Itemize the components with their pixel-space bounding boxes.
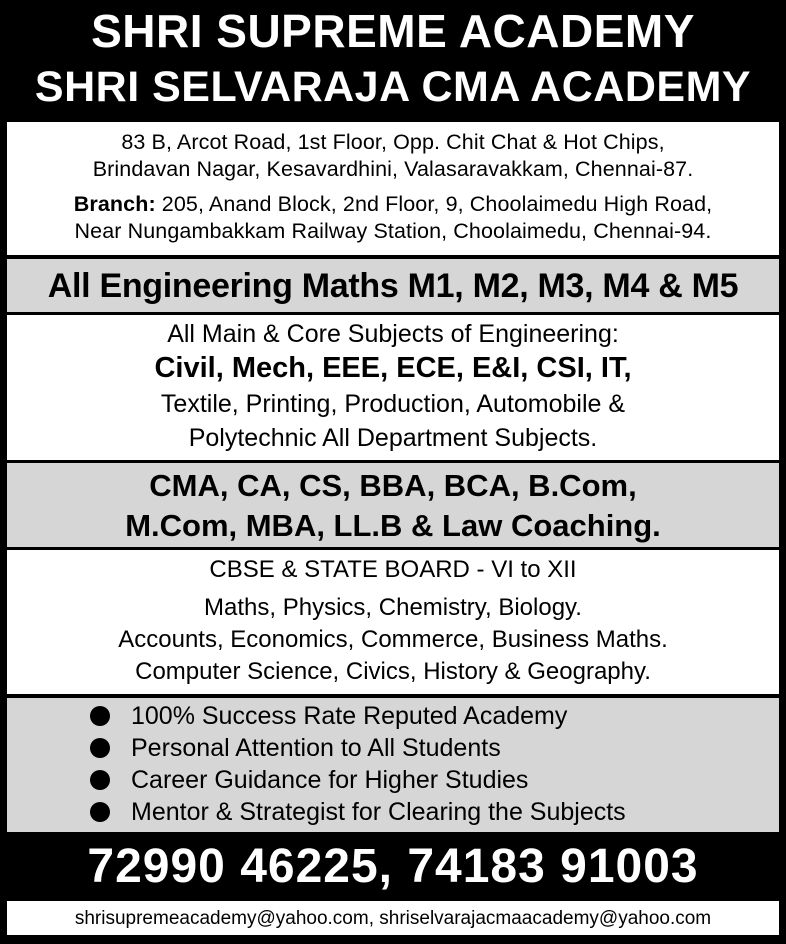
address-main-line-1: 83 B, Arcot Road, 1st Floor, Opp. Chit Chat & Hot Chips, xyxy=(121,130,665,154)
engineering-line-3: Textile, Printing, Production, Automobile & xyxy=(160,390,626,418)
feature-item: Personal Attention to All Students xyxy=(7,732,779,764)
bullet-icon xyxy=(90,802,110,822)
bullet-icon xyxy=(90,738,110,758)
academy-name-2: SHRI SELVARAJA CMA ACADEMY xyxy=(34,63,752,111)
maths-banner: All Engineering Maths M1, M2, M3, M4 & M5 xyxy=(6,258,780,313)
phone-numbers: 72990 46225, 74183 91003 xyxy=(87,840,699,893)
school-line-1: Maths, Physics, Chemistry, Biology. xyxy=(204,594,582,621)
address-main-line-2: Brindavan Nagar, Kesavardhini, Valasaravakkam, Chennai-87. xyxy=(92,157,694,181)
school-line-2: Accounts, Economics, Commerce, Business Maths. xyxy=(118,626,668,653)
branch-text: 205, Anand Block, 2nd Floor, 9, Choolaimedu High Road, xyxy=(155,192,713,216)
branch-label: Branch: xyxy=(73,192,156,216)
address-panel xyxy=(6,121,780,256)
commerce-line-2: M.Com, MBA, LL.B & Law Coaching. xyxy=(125,508,661,543)
commerce-panel xyxy=(6,462,780,548)
school-line-3: Computer Science, Civics, History & Geography. xyxy=(135,658,651,685)
engineering-panel xyxy=(6,314,780,461)
address-branch-line-2: Near Nungambakkam Railway Station, Choolaimedu, Chennai-94. xyxy=(74,219,712,243)
feature-item: 100% Success Rate Reputed Academy xyxy=(7,700,779,732)
commerce-line-1: CMA, CA, CS, BBA, BCA, B.Com, xyxy=(149,468,637,503)
feature-item: Career Guidance for Higher Studies xyxy=(7,764,779,796)
engineering-line-4: Polytechnic All Department Subjects. xyxy=(188,424,598,452)
bullet-icon xyxy=(90,770,110,790)
school-panel xyxy=(6,549,780,695)
email-addresses: shrisupremeacademy@yahoo.com, shriselvarajacmaacademy@yahoo.com xyxy=(6,900,780,936)
academy-name-1: SHRI SUPREME ACADEMY xyxy=(91,5,695,57)
engineering-heading: All Main & Core Subjects of Engineering: xyxy=(167,320,619,348)
engineering-branches: Civil, Mech, EEE, ECE, E&I, CSI, IT, xyxy=(154,352,632,384)
header xyxy=(0,0,786,118)
features-panel xyxy=(6,697,780,833)
address-branch-line-1 xyxy=(7,191,779,218)
school-heading: CBSE & STATE BOARD - VI to XII xyxy=(209,556,577,583)
bullet-icon xyxy=(90,706,110,726)
feature-item: Mentor & Strategist for Clearing the Subjects xyxy=(7,796,779,828)
